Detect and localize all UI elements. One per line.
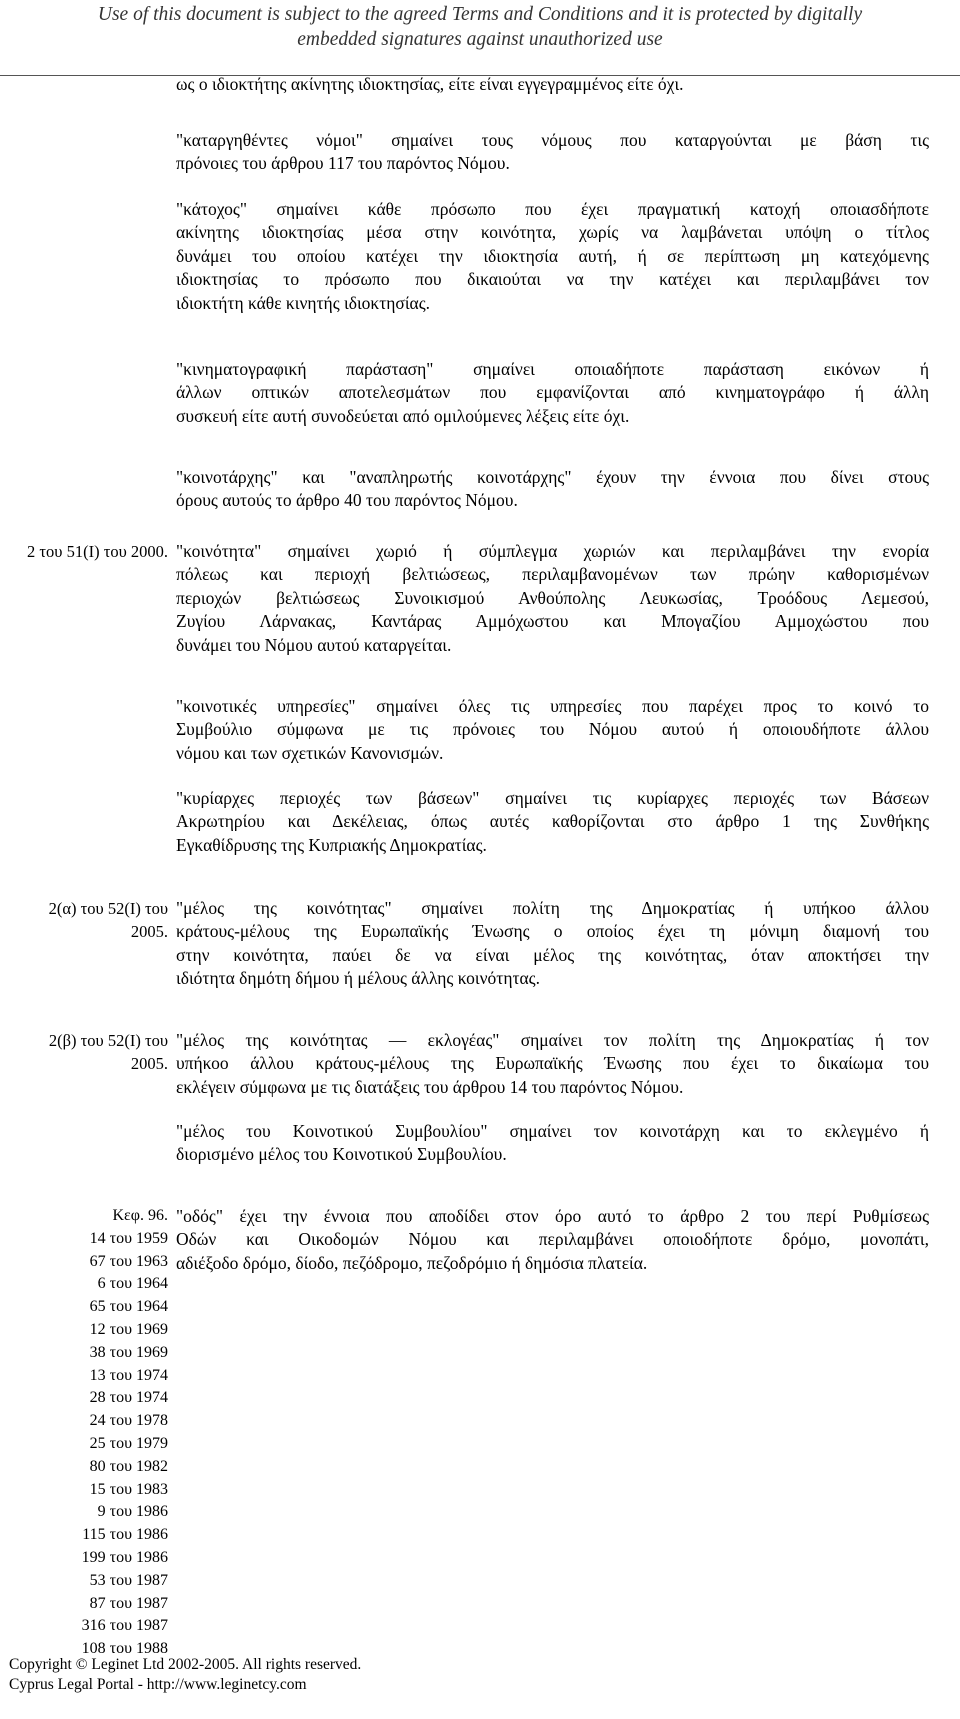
paragraph-line: ιδιοκτησίας το πρόσωπο που δικαιούται να την κατέχει και περιλαμβάνει τον (176, 269, 929, 290)
paragraph-line: δυνάμει του Νόμου αυτού καταργείται. (176, 634, 452, 655)
law-reference: 14 του 1959 (89, 1229, 168, 1247)
paragraph-line: "μέλος του Κοινοτικού Συμβουλίου" σημαίνει τον κοινοτάρχη και το εκλεγμένο ή (176, 1121, 929, 1141)
law-reference: 28 του 1974 (89, 1389, 168, 1407)
paragraph-line: "κάτοχος" σημαίνει κάθε πρόσωπο που έχει πραγματική κατοχή οποιασδήποτε (176, 199, 929, 219)
law-reference: 12 του 1969 (89, 1320, 168, 1338)
law-reference-list (10, 1205, 168, 1661)
paragraph-line: αδιέξοδο δρόμο, δίοδο, πεζόδρομο, πεζοδρόμιο ή δημόσια πλατεία. (176, 1252, 648, 1273)
paragraph-line: κράτους-μέλους της Ευρωπαϊκής Ένωσης ο οποίος έχει τη μόνιμη διαμονή του (176, 921, 929, 942)
paragraph-line: ιδιοκτήτη κάθε κινητής ιδιοκτησίας. (176, 292, 431, 313)
law-reference: 6 του 1964 (97, 1275, 168, 1293)
definition-paragraph (176, 1029, 929, 1099)
paragraph-line: "μέλος της κοινότητας — εκλογέας" σημαίνει τον πολίτη της Δημοκρατίας ή τον (176, 1030, 929, 1050)
paragraph-line: εκλέγειν σύμφωνα με τις διατάξεις του άρθρου 14 του παρόντος Νόμου. (176, 1076, 684, 1097)
definition-paragraph (176, 1205, 929, 1275)
law-reference: Κεφ. 96. (112, 1207, 168, 1224)
paragraph-line: συσκευή είτε αυτή συνοδεύεται από ομιλούμενες λέξεις είτε όχι. (176, 405, 630, 426)
margin-note: 2(β) του 52(Ι) του 2005. (48, 1031, 168, 1074)
copyright-line: Copyright © Leginet Ltd 2002-2005. All rights reserved. (9, 1656, 362, 1673)
paragraph-line: "κοινότητα" σημαίνει χωριό ή σύμπλεγμα χωριών και περιλαμβάνει την ενορία (176, 541, 929, 561)
paragraph-line: "κινηματογραφική παράσταση" σημαίνει οποιαδήποτε παράσταση εικόνων ή (176, 359, 929, 379)
paragraph-line: άλλων οπτικών αποτελεσμάτων που εμφανίζονται από κινηματογράφο ή άλλη (176, 382, 929, 403)
paragraph-line: δυνάμει του οποίου κατέχει την ιδιοκτησία αυτή, ή σε περίπτωση μη κατεχόμενης (176, 245, 929, 266)
definition-paragraph (176, 787, 929, 857)
law-reference: 38 του 1969 (89, 1343, 168, 1361)
law-reference: 65 του 1964 (89, 1298, 168, 1316)
margin-note: 2(α) του 52(Ι) του 2005. (48, 899, 168, 942)
portal-line: Cyprus Legal Portal - http://www.leginetcy.com (9, 1676, 307, 1693)
law-reference: 87 του 1987 (89, 1594, 168, 1612)
definition-paragraph (176, 129, 929, 176)
definition-paragraph (176, 540, 929, 657)
paragraph-line: περιοχών βελτιώσεως Συνοικισμού Ανθούπολης Λευκωσίας, Τροόδους Λεμεσού, (176, 587, 929, 608)
paragraph-line: "μέλος της κοινότητας" σημαίνει πολίτη της Δημοκρατίας ή υπήκοο άλλου (176, 898, 929, 918)
paragraph-line: Συμβούλιο σύμφωνα με τις πρόνοιες του Νόμου αυτού ή οποιουδήποτε άλλου (176, 719, 929, 740)
paragraph-line: ιδιότητα δημότη δήμου ή μέλους άλλης κοινότητας. (176, 968, 540, 989)
definition-paragraph (176, 695, 929, 765)
law-reference: 13 του 1974 (89, 1366, 168, 1384)
paragraph-line: Εγκαθίδρυσης της Κυπριακής Δημοκρατίας. (176, 834, 487, 855)
paragraph-line: ως ο ιδιοκτήτης ακίνητης ιδιοκτησίας, είτε είναι εγγεγραμμένος είτε όχι. (176, 74, 684, 94)
paragraph-line: "κυρίαρχες περιοχές των βάσεων" σημαίνει τις κυρίαρχες περιοχές των Βάσεων (176, 788, 929, 808)
paragraph-line: υπήκοο άλλου κράτους-μέλους της Ευρωπαϊκής Ένωσης που έχει το δικαίωμα του (176, 1053, 929, 1074)
paragraph-line: Ακρωτηρίου και Δεκέλειας, όπως αυτές καθορίζονται στο άρθρο 1 της Συνθήκης (176, 811, 929, 832)
paragraph-line: Ζυγίου Λάρνακας, Καντάρας Αμμόχωστου και Μπογαζίου Αμμοχώστου που (176, 611, 929, 632)
paragraph-line: Οδών και Οικοδομών Νόμου και περιλαμβάνει οποιοδήποτε δρόμο, μονοπάτι, (176, 1229, 929, 1250)
definition-paragraph (176, 73, 929, 96)
definition-paragraph (176, 466, 929, 513)
law-reference: 80 του 1982 (89, 1457, 168, 1475)
definition-paragraph (176, 358, 929, 428)
law-reference: 115 του 1986 (82, 1526, 168, 1544)
header-line-1: Use of this document is subject to the agreed Terms and Conditions and it is protected by digitally (97, 4, 863, 25)
law-reference: 67 του 1963 (89, 1252, 168, 1270)
paragraph-line: όρους αυτούς το άρθρο 40 του παρόντος Νόμου. (176, 490, 518, 511)
definition-paragraph (176, 198, 929, 315)
law-reference: 25 του 1979 (89, 1434, 168, 1452)
law-reference: 9 του 1986 (97, 1503, 168, 1521)
paragraph-line: ακίνητης ιδιοκτησίας μέσα στην κοινότητα, χωρίς να λαμβάνεται υπόψη ο τίτλος (176, 222, 929, 243)
law-reference: 24 του 1978 (89, 1412, 168, 1430)
paragraph-line: πόλεως και περιοχή βελτιώσεως, περιλαμβανομένων των πρώην καθορισμένων (176, 564, 929, 585)
law-reference: 316 του 1987 (81, 1617, 168, 1635)
paragraph-line: διορισμένο μέλος του Κοινοτικού Συμβουλίου. (176, 1144, 507, 1165)
margin-note: 2 του 51(Ι) του 2000. (27, 542, 168, 561)
paragraph-line: "οδός" έχει την έννοια που αποδίδει στον όρο αυτό το άρθρο 2 του περί Ρυθμίσεως (176, 1206, 929, 1226)
document-footer (9, 1655, 361, 1695)
paragraph-line: "κοινοτικές υπηρεσίες" σημαίνει όλες τις υπηρεσίες που παρέχει προς το κοινό το (176, 696, 929, 716)
header-line-2: embedded signatures against unauthorized use (297, 29, 663, 50)
paragraph-line: πρόνοιες του άρθρου 117 του παρόντος Νόμου. (176, 153, 510, 174)
law-reference: 53 του 1987 (89, 1571, 168, 1589)
definition-paragraph (176, 1120, 929, 1167)
paragraph-line: "κοινοτάρχης" και "αναπληρωτής κοινοτάρχης" έχουν την έννοια που δίνει στους (176, 467, 929, 487)
paragraph-line: στην κοινότητα, παύει δε να είναι μέλος της κοινότητας, όταν αποκτήσει την (176, 944, 929, 965)
paragraph-line: "καταργηθέντες νόμοι" σημαίνει τους νόμους που καταργούνται με βάση τις (176, 130, 929, 150)
law-reference: 108 του 1988 (81, 1640, 168, 1658)
law-reference: 15 του 1983 (89, 1480, 168, 1498)
definition-paragraph (176, 897, 929, 991)
law-reference: 199 του 1986 (81, 1548, 168, 1566)
paragraph-line: νόμου και των σχετικών Κανονισμών. (176, 742, 444, 763)
